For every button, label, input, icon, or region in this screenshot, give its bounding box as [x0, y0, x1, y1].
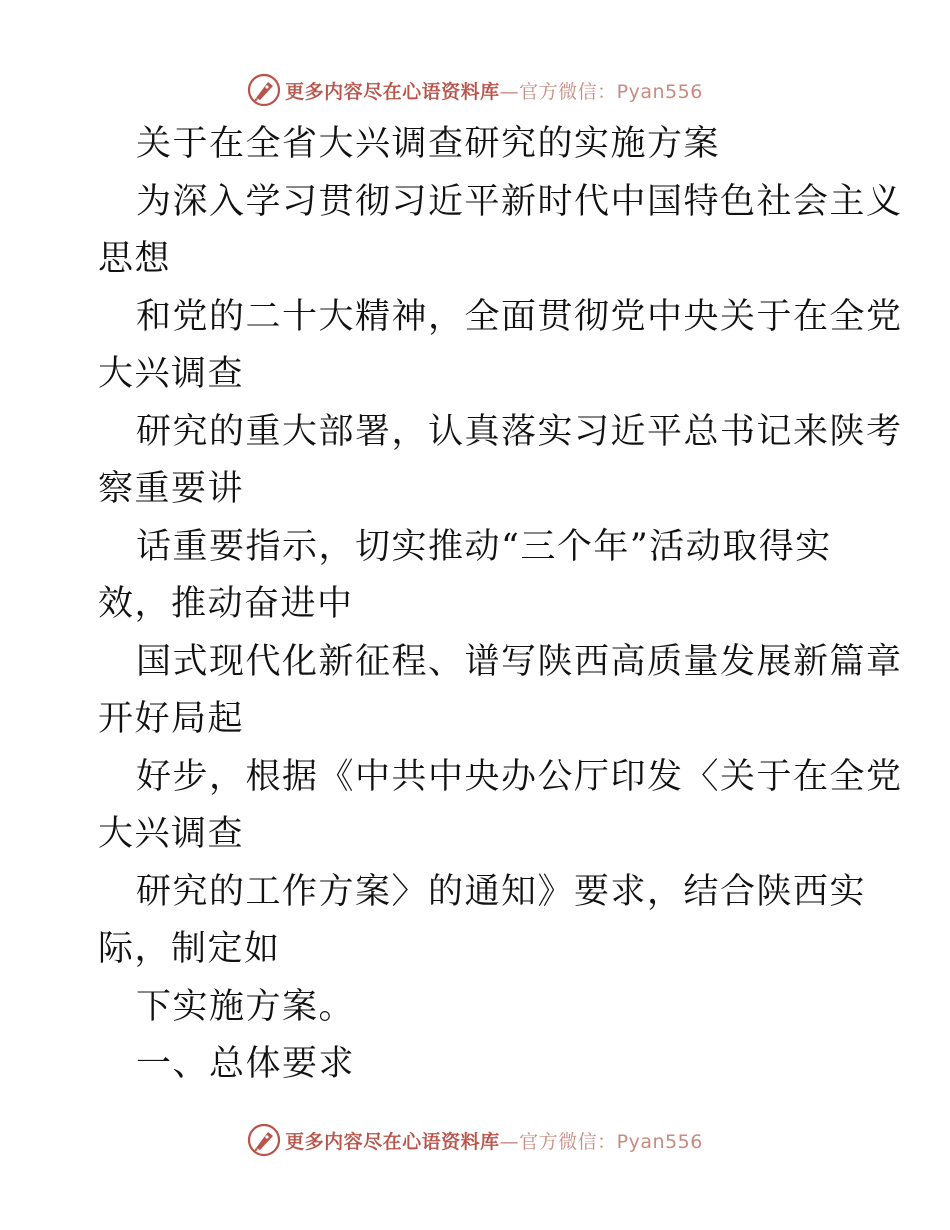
watermark-text	[285, 1127, 703, 1154]
document-line: 关于在全省大兴调查研究的实施方案	[136, 124, 721, 164]
document-line: 好步，根据《中共中央办公厅印发〈关于在全党	[136, 756, 903, 797]
watermark-site-name: 更多内容尽在心语资料库	[285, 80, 500, 103]
document-line: 开好局起	[98, 699, 245, 739]
watermark-text	[285, 77, 703, 104]
footer-watermark-banner	[0, 1120, 950, 1160]
document-line: 国式现代化新征程、谱写陕西高质量发展新篇章	[136, 641, 903, 682]
document-line: 一、总体要求	[136, 1044, 356, 1084]
document-line: 为深入学习贯彻习近平新时代中国特色社会主义	[136, 181, 903, 222]
document-line: 研究的重大部署，认真落实习近平总书记来陕考	[136, 411, 903, 452]
document-line: 大兴调查	[98, 814, 245, 854]
fountain-pen-logo-icon	[247, 1123, 281, 1157]
header-watermark-banner	[0, 70, 950, 110]
document-line: 和党的二十大精神，全面贯彻党中央关于在全党	[136, 296, 903, 337]
document-body	[98, 116, 903, 1094]
document-line: 思想	[98, 239, 172, 279]
watermark-contact: —官方微信：Pyan556	[499, 1130, 703, 1153]
document-line: 话重要指示，切实推动“三个年”活动取得实	[136, 526, 832, 567]
document-line: 大兴调查	[98, 354, 245, 394]
document-line: 下实施方案。	[136, 986, 356, 1027]
document-line: 际，制定如	[98, 929, 281, 969]
watermark-site-name: 更多内容尽在心语资料库	[285, 1130, 500, 1153]
fountain-pen-logo-icon	[247, 73, 281, 107]
document-line: 研究的工作方案〉的通知》要求，结合陕西实	[136, 871, 867, 912]
document-line: 察重要讲	[98, 469, 245, 509]
document-line: 效，推动奋进中	[98, 584, 354, 624]
watermark-contact: —官方微信：Pyan556	[499, 80, 703, 103]
